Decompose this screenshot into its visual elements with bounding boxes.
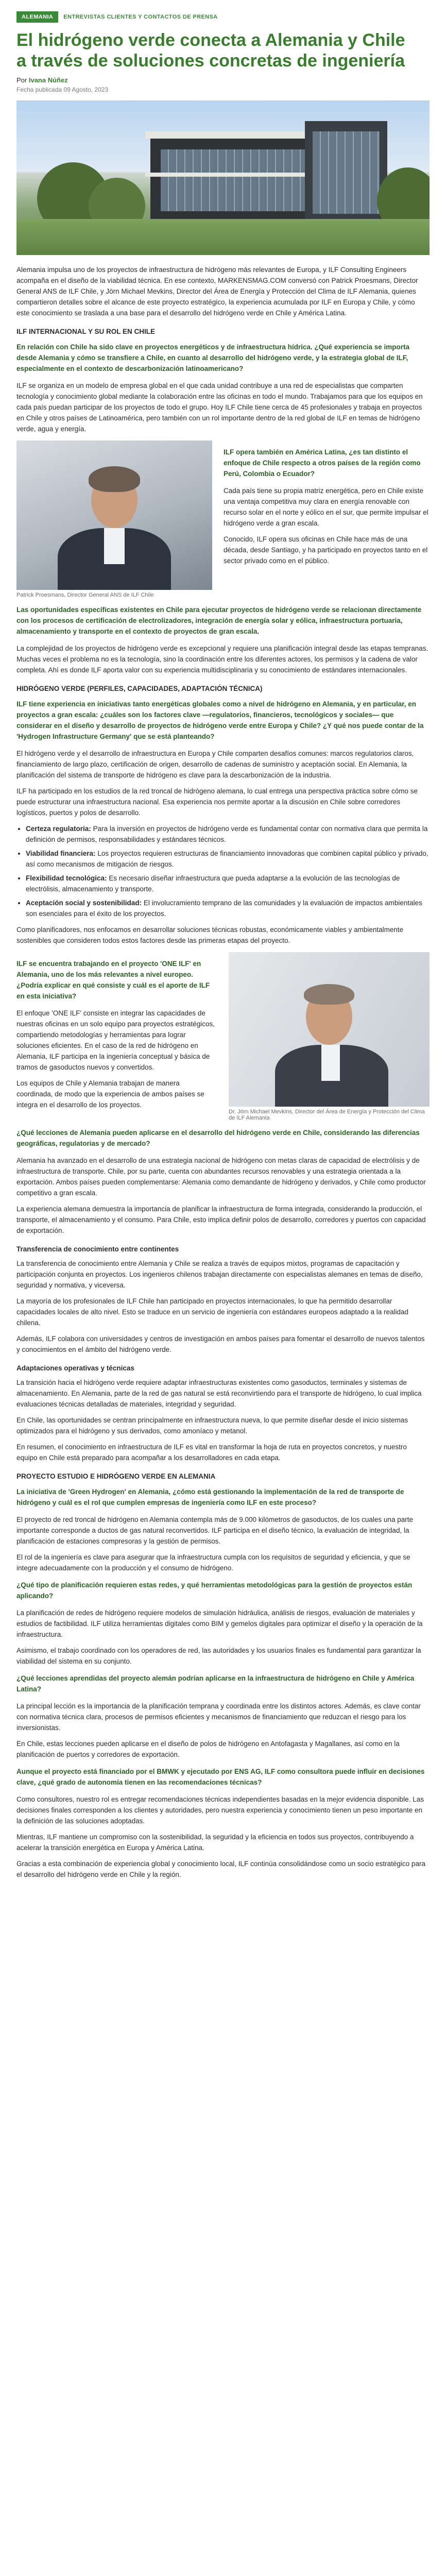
paragraph: El hidrógeno verde y el desarrollo de infraestructura en Europa y Chile comparten desafíos comunes: marcos regulatorios claros, financiamiento de largo plazo, certificación de origen, desarrollo de cadenas de suministro y aceptación social. En Alemania, la planificación del sistema de transporte de hidrógeno es clave para la descarbonización de la industria.: [16, 750, 414, 779]
portrait-photo: [16, 440, 212, 590]
category-subsection[interactable]: ENTREVISTAS CLIENTES Y CONTACTOS DE PRENSA: [63, 14, 218, 20]
question: ¿Qué lecciones de Alemania pueden aplicarse en el desarrollo del hidrógeno verde en Chile, considerando las diferencias geográficas, regulatorias y de mercado?: [16, 1129, 420, 1147]
section-heading: Transferencia de conocimiento entre continentes: [16, 1245, 179, 1253]
paragraph: Alemania ha avanzado en el desarrollo de una estrategia nacional de hidrógeno con metas claras de capacidad de electrólisis y de infraestructura de transporte. Chile, por su parte, cuenta con abundantes recursos renovables y una estrategia orientada a la exportación. Ambos países pueden complementarse: Alemania como demandante de hidrógeno y derivados, y Chile como productor competitivo a gran escala.: [16, 1157, 426, 1197]
figure-block: [16, 440, 430, 598]
byline: [16, 76, 430, 84]
list-item: • Flexibilidad tecnológica: Es necesario diseñar infraestructura que pueda adaptarse a la evolución de las tecnologías de electrólisis, almacenamiento y transporte.: [26, 873, 430, 894]
paragraph: En Chile, las oportunidades se centran principalmente en infraestructura nueva, lo que permite diseñar desde el inicio sistemas optimizados para el hidrógeno y sus derivados, como amoníaco y metanol.: [16, 1416, 408, 1435]
figure: [229, 952, 430, 1121]
paragraph: Cada país tiene su propia matriz energética, pero en Chile existe una ventaja competitiva muy clara en energía renovable con recurso solar en el norte y eólico en el sur, que permite impulsar el hidrógeno verde a gran escala.: [224, 487, 428, 527]
paragraph: La planificación de redes de hidrógeno requiere modelos de simulación hidráulica, análisis de riesgos, evaluación de materiales y estudios de factibilidad. ILF utiliza herramientas digitales como BIM y gemelos digitales para optimizar el diseño y la operación de la infraestructura.: [16, 1609, 423, 1638]
section-heading: PROYECTO ESTUDIO E HIDRÓGENO VERDE EN ALEMANIA: [16, 1472, 216, 1480]
paragraph: Mientras, ILF mantiene un compromiso con la sostenibilidad, la seguridad y la eficiencia en todos sus proyectos, contribuyendo a acelerar la transición energética en Europa y América Latina.: [16, 1833, 414, 1852]
paragraph: Además, ILF colabora con universidades y centros de investigación en ambos países para fomentar el desarrollo de nuevos talentos y conocimientos en el ámbito del hidrógeno verde.: [16, 1335, 425, 1353]
paragraph: Conocido, ILF opera sus oficinas en Chile hace más de una década, desde Santiago, y ha participado en proyectos tanto en el sector privado como en el público.: [224, 535, 428, 565]
paragraph: El proyecto de red troncal de hidrógeno en Alemania contempla más de 9.000 kilómetros de gasoductos, de los cuales una parte importante corresponde a ductos de gas natural reconvertidos. ILF participa en el diseño técnico, la evaluación de integridad, la planificación de estaciones compresoras y la gestión de permisos.: [16, 1516, 413, 1545]
author-name[interactable]: Ivana Núñez: [28, 76, 68, 84]
hero-image: [16, 100, 430, 255]
paragraph: La mayoría de los profesionales de ILF Chile han participado en proyectos internacionales, lo que ha permitido desarrollar capacidades locales de alto nivel. Esto se traduce en un servicio de ingeniería con estándares europeos adaptado a la realidad chilena.: [16, 1297, 409, 1327]
paragraph: Asimismo, el trabajo coordinado con los operadores de red, las autoridades y los usuarios finales es fundamental para garantizar la viabilidad del sistema en su conjunto.: [16, 1647, 421, 1665]
category-bar: [16, 0, 430, 23]
figure-side-text: [16, 952, 217, 1115]
question: En relación con Chile ha sido clave en proyectos energéticos y de infraestructura hídrica. ¿Qué experiencia se importa desde Alemania y cómo se transfiere a Chile, en cuanto al desarrollo del hidrógeno verde, y la estrategia global de ILF, especialmente en el contexto de descarbonización latinoamericano?: [16, 343, 410, 372]
paragraph: El rol de la ingeniería es clave para asegurar que la infraestructura cumpla con los requisitos de seguridad y eficiencia, y que se integre adecuadamente con la producción y el consumo de hidrógeno.: [16, 1553, 410, 1572]
category-chip[interactable]: ALEMANIA: [16, 11, 58, 23]
paragraph: En Chile, estas lecciones pueden aplicarse en el diseño de polos de hidrógeno en Antofagasta y Magallanes, así como en la planificación de puertos y corredores de exportación.: [16, 1740, 400, 1758]
photo-caption: Dr. Jörn Michael Mevkins, Director del Área de Energía y Protección del Clima de ILF Alemania: [229, 1109, 425, 1121]
intro-paragraph: Alemania impulsa uno de los proyectos de infraestructura de hidrógeno más relevantes de Europa, y ILF Consulting Engineers acompaña en el diseño de la viabilidad técnica. En ese contexto, MARKENSMAG.COM conversó con Patrick Proesmans, Director General ANS de ILF Chile, y Jörn Michael Mevkins, Director del Área de Energía y Protección del Clima de ILF Alemania, quienes compartieron detalles sobre el alcance de este proyecto estratégico, la experiencia acumulada por ILF en Europa y Chile, y cómo este conocimiento se traslada a una base para el desarrollo del hidrógeno verde en Chile y América Latina.: [16, 266, 418, 317]
paragraph-bold: Las oportunidades específicas existentes en Chile para ejecutar proyectos de hidrógeno verde se relacionan directamente con los procesos de certificación de electrolizadores, integración de energía solar y eólica, infraestructura portuaria, almacenamiento y transporte en el contexto de proyectos de gran escala.: [16, 606, 422, 635]
paragraph: La complejidad de los proyectos de hidrógeno verde es excepcional y requiere una planificación integral desde las etapas tempranas. Muchas veces el problema no es la tecnología, sino la coordinación entre los diferentes actores, los permisos y la cadena de valor completa. Ahí es donde ILF aporta valor con su experiencia multidisciplinaria y su conocimiento de estándares internacionales.: [16, 645, 428, 674]
photo-caption: Patrick Proesmans, Director General ANS de ILF Chile: [16, 592, 154, 598]
paragraph: El enfoque 'ONE ILF' consiste en integrar las capacidades de nuestras oficinas en un solo equipo para proyectos estratégicos, compartiendo metodologías y herramientas para lograr soluciones eficientes. En el caso de la red de hidrógeno en Alemania, ILF participa en la ingeniería conceptual y básica de tramos de gasoductos nuevos y convertidos.: [16, 1009, 215, 1071]
paragraph: Los equipos de Chile y Alemania trabajan de manera coordinada, de modo que la experiencia de ambos países se integra en el desarrollo de los proyectos.: [16, 1079, 204, 1109]
question: La iniciativa de 'Green Hydrogen' en Alemania, ¿cómo está gestionando la implementación de la red de transporte de hidrógeno y cuál es el rol que cumplen empresas de ingeniería como ILF en este proceso?: [16, 1488, 404, 1506]
paragraph: La experiencia alemana demuestra la importancia de planificar la infraestructura de forma integrada, considerando la producción, el transporte, el almacenamiento y el consumo. Para Chile, esto implica definir polos de desarrollo, corredores y puertos con capacidad de exportación.: [16, 1205, 426, 1234]
paragraph: La transición hacia el hidrógeno verde requiere adaptar infraestructuras existentes como gasoductos, terminales y sistemas de almacenamiento. En Alemania, parte de la red de gas natural se está reconvirtiendo para el transporte de hidrógeno, lo cual implica evaluaciones técnicas detalladas de materiales, integridad y seguridad.: [16, 1379, 422, 1408]
figure-side-text: [224, 440, 430, 571]
list-item: • Aceptación social y sostenibilidad: El involucramiento temprano de las comunidades y la evaluación de impactos ambientales son esenciales para el éxito de los proyectos.: [26, 897, 430, 919]
list-item: • Certeza regulatoria: Para la inversión en proyectos de hidrógeno verde es fundamental contar con normativa clara que permita la definición de permisos, responsabilidades y estándares técnicos.: [26, 823, 430, 845]
paragraph: Como planificadores, nos enfocamos en desarrollar soluciones técnicas robustas, económicamente viables y ambientalmente sostenibles que consideren todos estos factores desde las primeras etapas del proyecto.: [16, 926, 404, 944]
article-title: El hidrógeno verde conecta a Alemania y Chile a través de soluciones concretas de ingeniería: [16, 30, 405, 71]
section-heading: HIDRÓGENO VERDE (PERFILES, CAPACIDADES, ADAPTACIÓN TÉCNICA): [16, 685, 263, 692]
question: ILF tiene experiencia en iniciativas tanto energéticas globales como a nivel de hidrógeno en Alemania, y en particular, en proyectos a gran escala: ¿cuáles son los factores clave —regulatorios, financieros, tecnológicos y sociales— que considerar en el diseño y desarrollo de proyectos de hidrógeno verde entre Europa y Chile? ¿Y qué nos puede contar de la 'Hydrogen Infrastructure Germany' que se está planteando?: [16, 700, 424, 740]
paragraph: ILF se organiza en un modelo de empresa global en el que cada unidad contribuye a una red de especialistas que comparten tecnología y conocimiento global mediante la colaboración entre las oficinas en todo el mundo. Trabajamos para que los equipos en cada país puedan participar de los proyectos de todo el grupo. Hoy ILF Chile tiene cerca de 45 profesionales y trabaja en proyectos en Chile y otros países de Latinoamérica, pero también con un rol importante dentro de la red global de ILF en temas de hidrógeno verde, agua y energía.: [16, 382, 423, 433]
paragraph: Gracias a esta combinación de experiencia global y conocimiento local, ILF continúa consolidándose como un socio estratégico para el desarrollo del hidrógeno verde en Chile y la región.: [16, 1860, 425, 1878]
question: Aunque el proyecto está financiado por el BMWK y ejecutado por ENS AG, ILF como consultora puede influir en decisiones clave, ¿qué grado de autonomía tienen en las recomendaciones técnicas?: [16, 1768, 425, 1786]
publish-date: Fecha publicada 09 Agosto, 2023: [16, 86, 109, 93]
paragraph: Como consultores, nuestro rol es entregar recomendaciones técnicas independientes basadas en la mejor evidencia disponible. Las decisiones finales corresponden a los clientes y autoridades, pero nuestra experiencia y conocimiento tienen un peso importante en la definición de las soluciones adoptadas.: [16, 1795, 424, 1825]
figure: [16, 440, 212, 598]
list-item: • Viabilidad financiera: Los proyectos requieren estructuras de financiamiento innovadoras que combinen capital público y privado, así como mecanismos de mitigación de riesgos.: [26, 848, 430, 870]
byline-prefix: Por: [16, 76, 27, 84]
paragraph: La transferencia de conocimiento entre Alemania y Chile se realiza a través de equipos mixtos, programas de capacitación y participación conjunta en proyectos. Los ingenieros chilenos trabajan directamente con especialistas alemanes en temas de diseño, seguridad y normativa, y viceversa.: [16, 1260, 423, 1289]
question: ILF se encuentra trabajando en el proyecto 'ONE ILF' en Alemania, uno de los más relevantes a nivel europeo. ¿Podría explicar en qué consiste y cuál es el aporte de ILF en esta iniciativa?: [16, 960, 210, 1000]
portrait-photo: [229, 952, 430, 1107]
question: ¿Qué tipo de planificación requieren estas redes, y qué herramientas metodológicas para la gestión de proyectos están aplicando?: [16, 1581, 413, 1600]
section-heading: ILF INTERNACIONAL Y SU ROL EN CHILE: [16, 328, 156, 335]
factor-list: [16, 823, 430, 919]
question: ¿Qué lecciones aprendidas del proyecto alemán podrían aplicarse en la infraestructura de hidrógeno en Chile y América Latina?: [16, 1674, 415, 1693]
question: ILF opera también en América Latina, ¿es tan distinto el enfoque de Chile respecto a otros países de la región como Perú, Colombia o Ecuador?: [224, 448, 421, 478]
paragraph: ILF ha participado en los estudios de la red troncal de hidrógeno alemana, lo cual entrega una perspectiva práctica sobre cómo se puede estructurar una infraestructura nacional. Esa experiencia nos permite aportar a la discusión en Chile sobre corredores logísticos, puertos y polos de desarrollo.: [16, 787, 418, 817]
paragraph: En resumen, el conocimiento en infraestructura de ILF es vital en transformar la hoja de ruta en proyectos concretos, y nuestro equipo en Chile está preparado para acompañar a los desarrolladores en cada etapa.: [16, 1443, 407, 1462]
paragraph: La principal lección es la importancia de la planificación temprana y coordinada entre los distintos actores. Además, es clave contar con normativa técnica clara, procesos de permisos eficientes y mecanismos de financiamiento que reduzcan el riesgo para los inversionistas.: [16, 1702, 421, 1732]
figure-block: [16, 952, 430, 1121]
section-heading: Adaptaciones operativas y técnicas: [16, 1364, 134, 1372]
